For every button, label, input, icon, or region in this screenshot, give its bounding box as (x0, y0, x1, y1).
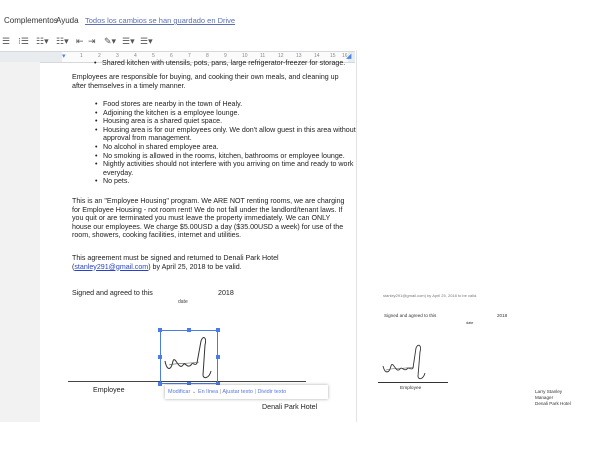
resize-handle[interactable] (216, 355, 220, 359)
preview-header-strip: stanley291@gmail.com) by April 25, 2018 to be valid. (383, 293, 478, 298)
saved-status-link[interactable]: Todos los cambios se han guardado en Drive (85, 16, 236, 25)
ruler-tick: 4 (134, 53, 137, 59)
ruler-tick: 6 (170, 53, 173, 59)
ruler-tick: 12 (278, 53, 284, 59)
paragraph-housing-program: This is an "Employee Housing" program. We ARE NOT renting rooms, we are charging for Employee Housing - not room rent! We do not fall under the landlord/tenant laws. If you quit or are terminated you must leave the property immediately. We can ONLY house our employees. We charge $5.00USD a day ($35.00USD a week) for use of the room, showers, cooking facilities, internet and utilities. (72, 197, 345, 240)
list-item: • No alcohol in shared employee area. (103, 143, 358, 152)
ruler-tick: 13 (296, 53, 302, 59)
signed-text: Signed and agreed to this (72, 289, 153, 297)
hotel-name: Denali Park Hotel (262, 403, 318, 411)
ruler-tick: 9 (224, 53, 227, 59)
bullet-list-rules (93, 100, 358, 186)
separator: | (254, 389, 256, 395)
employee-label: Employee (93, 386, 125, 394)
ruler-tick: 1 (80, 53, 83, 59)
list-item: • Housing area is for our employees only. We don't allow guest in this area without approval from management. (103, 126, 358, 143)
list-numbered-icon[interactable]: ⁝☰ (18, 36, 29, 46)
ruler-tick: 16 (342, 53, 348, 59)
date-label: date (178, 299, 188, 305)
ruler-tick: 15 (330, 53, 336, 59)
preview-hotel-name: Denali Park Hotel (535, 401, 571, 406)
wrap-text-button[interactable]: Ajustar texto (222, 389, 253, 395)
pencil-icon[interactable]: ✎▾ (104, 36, 117, 46)
agreement-prefix: This agreement must be signed and returned to Denali Park Hotel ( (72, 254, 279, 271)
email-link[interactable]: stanley291@gmail.com (74, 262, 149, 271)
ruler-tick: 11 (260, 53, 266, 59)
ruler-tick: 2 (98, 53, 101, 59)
preview-employee-label: Employee (400, 386, 422, 391)
image-options-icon[interactable]: ☰▾ (122, 36, 135, 46)
left-gutter (0, 62, 40, 422)
list-item: • No smoking is allowed in the rooms, kitchen, bathrooms or employee lounge. (103, 152, 358, 161)
resize-handle[interactable] (216, 328, 220, 332)
indent-decrease-icon[interactable]: ⇤ (76, 36, 84, 46)
list-item: • Adjoining the kitchen is a employee lounge. (103, 109, 358, 118)
ruler-tick: 7 (188, 53, 191, 59)
right-indent-marker[interactable]: ◢ (346, 53, 352, 60)
bulleted-list-alt-icon[interactable]: ☷▾ (56, 36, 69, 46)
list-item: • Food stores are nearby in the town of Healy. (103, 100, 358, 109)
list-item: • Shared kitchen with utensils, pots, pans, large refrigerator-freezer for storage. (102, 59, 367, 68)
bullet-list-top (92, 59, 367, 68)
separator: | (219, 389, 222, 395)
ruler-tick: 8 (206, 53, 209, 59)
signature-scribble (161, 331, 217, 383)
menu-complementos[interactable]: Complementos (4, 16, 58, 25)
ruler-tick: 14 (314, 53, 320, 59)
preview-date-label: date (466, 321, 474, 325)
agreement-suffix: ) by April 25, 2018 to be valid. (148, 262, 242, 271)
inline-button[interactable]: En línea (197, 389, 219, 395)
indent-increase-icon[interactable]: ⇥ (88, 36, 96, 46)
list-item: • No pets. (103, 177, 358, 186)
dropdown-arrow-icon[interactable]: ⌄ (191, 389, 198, 395)
list-item: • Housing area is a shared quiet space. (103, 117, 358, 126)
resize-handle[interactable] (187, 328, 191, 332)
signature-image[interactable] (160, 330, 218, 384)
preview-year: 2018 (497, 313, 508, 318)
ruler-tick: 10 (242, 53, 248, 59)
signed-year: 2018 (218, 289, 234, 297)
list-item: • Nightly activities should not interfere with you arriving on time and ready to work everyday. (103, 160, 358, 177)
preview-manager-name: Larry Stanley (535, 389, 563, 394)
preview-signature-image (380, 340, 430, 382)
edit-image-button[interactable]: Modificar (168, 389, 191, 395)
paragraph-meals: Employees are responsible for buying, and cooking their own meals, and cleaning up after themselves in a timely manner. (72, 73, 339, 90)
resize-handle[interactable] (158, 328, 162, 332)
paragraph-agreement (72, 254, 347, 271)
resize-handle[interactable] (158, 382, 162, 386)
list-icon[interactable]: ☰ (2, 36, 11, 46)
ruler-tick: 3 (116, 53, 119, 59)
menu-bar (0, 0, 600, 34)
menu-ayuda[interactable]: Ayuda (56, 16, 79, 25)
ruler-tick: 5 (152, 53, 155, 59)
preview-signed-text: Signed and agreed to this (384, 313, 437, 318)
resize-handle[interactable] (158, 355, 162, 359)
left-indent-marker[interactable]: ▾ (62, 53, 66, 60)
more-options-icon[interactable]: ☰▾ (140, 36, 153, 46)
break-text-button[interactable]: Dividir texto (257, 389, 287, 395)
image-options-bar (165, 385, 328, 399)
bulleted-list-icon[interactable]: ☷▾ (36, 36, 49, 46)
formatting-toolbar (0, 35, 360, 49)
preview-manager-title: Manager (535, 395, 554, 400)
preview-signature-line (378, 382, 448, 383)
